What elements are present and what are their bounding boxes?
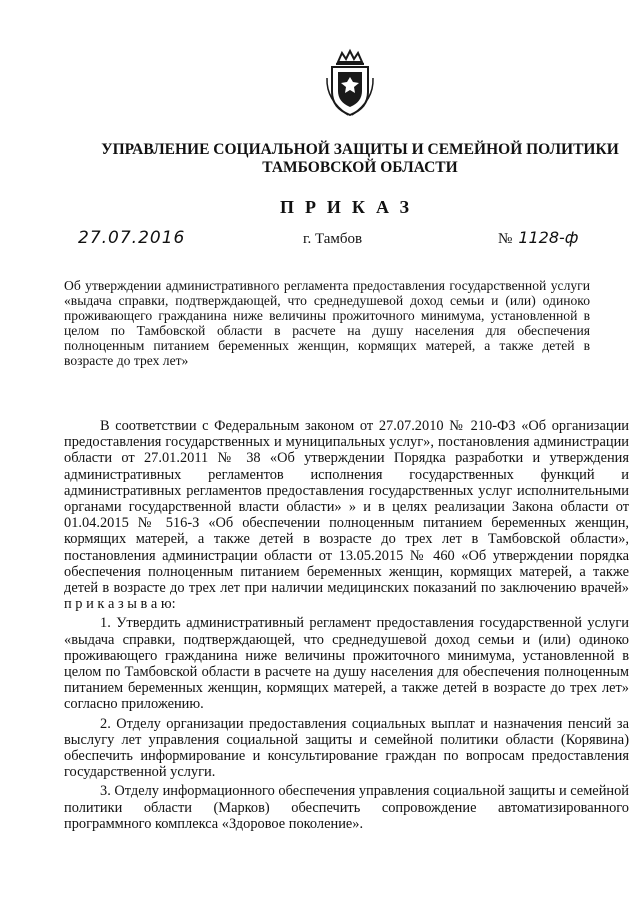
organization-title xyxy=(60,141,640,177)
order-item-1: 1. Утвердить административный регламент предоставления государственной услуги «выдача справки, подтверждающей, что среднедушевой доход семьи и (или) одиноко проживающего гражданина ниже величины прожиточного минимума, установленной в целом по Тамбовской области в расчете на душу населения для обеспечения полноценным питанием беременных женщин, кормящих матерей, а также детей в возрасте до трех лет» согласно приложению. xyxy=(64,615,629,713)
handwritten-date: 27.07.2016 xyxy=(78,228,186,248)
coat-of-arms-emblem xyxy=(324,48,376,118)
order-body xyxy=(64,418,629,832)
order-number xyxy=(498,228,578,248)
document-type-title: ПРИКАЗ xyxy=(279,197,421,217)
handwritten-number: 1128-ф xyxy=(518,228,579,247)
order-item-3: 3. Отделу информационного обеспечения управления социальной защиты и семейной политики области (Марков) обеспечить сопровождение автоматизированного программного комплекса «Здоровое поколение». xyxy=(64,783,629,832)
city-label: г. Тамбов xyxy=(303,231,363,247)
organization-title-line2: ТАМБОВСКОЙ ОБЛАСТИ xyxy=(262,159,458,176)
order-item-2: 2. Отделу организации предоставления социальных выплат и назначения пенсий за выслугу лет управления социальной защиты и семейной политики области (Корявина) обеспечить информирование и консультирование граждан по вопросам предоставления государственной услуги. xyxy=(64,715,629,781)
organization-title-line1: УПРАВЛЕНИЕ СОЦИАЛЬНОЙ ЗАЩИТЫ И СЕМЕЙНОЙ ПОЛИТИКИ xyxy=(101,141,619,158)
order-subject: Об утверждении административного регламента предоставления государственной услуги «выдача справки, подтверждающей, что среднедушевой доход семьи и (или) одиноко проживающего гражданина ниже величины прожиточного минимума, установленной в целом по Тамбовской области в расчете на душу населения для обеспечения полноценным питанием беременных женщин, кормящих матерей, а также детей в возрасте до трех лет» xyxy=(64,278,590,368)
number-sign: № xyxy=(498,231,513,247)
preamble-paragraph: В соответствии с Федеральным законом от 27.07.2010 № 210-ФЗ «Об организации предоставления государственных и муниципальных услуг», постановления администрации области от 27.01.2011 № 38 «Об утверждении Порядка разработки и утверждения административных регламентов исполнения государственных функций и административных регламентов предоставления государственных услуг исполнительными органами государственной власти области» » и в целях реализации Закона области от 01.04.2015 № 516-З «Об обеспечении полноценным питанием беременных женщин, кормящих матерей, а также детей в возрасте до трех лет в Тамбовской области», постановления администрации области от 13.05.2015 № 460 «Об утверждении порядка обеспечения полноценным питанием беременных женщин, кормящих матерей, а также детей в возрасте до трех лет при наличии медицинских показаний по заключению врачей» п р и к а з ы в а ю: xyxy=(64,418,629,613)
